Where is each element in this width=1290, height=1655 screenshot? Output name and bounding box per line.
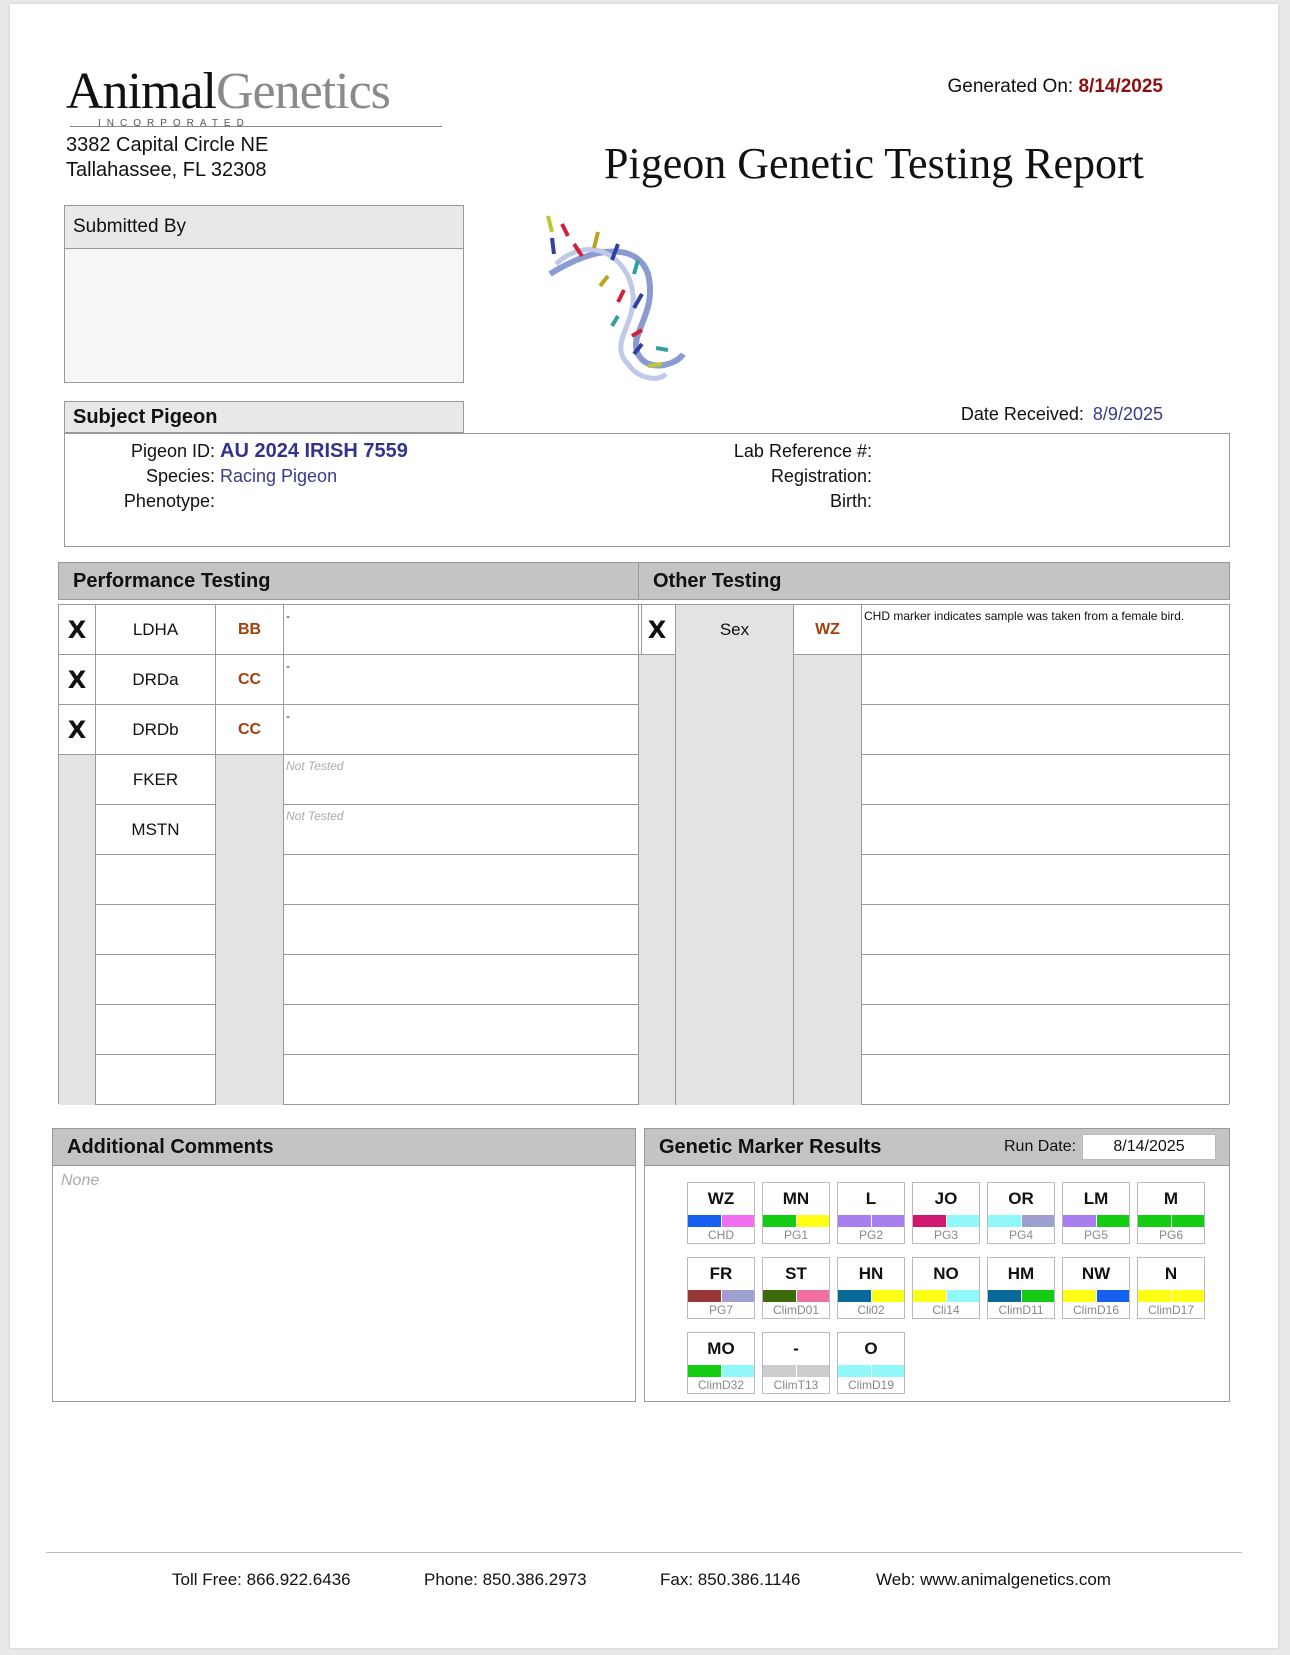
test-note bbox=[284, 1005, 641, 1055]
test-result bbox=[216, 905, 284, 955]
test-result bbox=[794, 655, 862, 705]
table-row bbox=[59, 655, 641, 705]
marker-color-bar bbox=[988, 1290, 1054, 1302]
marker-climd16 bbox=[1062, 1257, 1130, 1319]
marker-code: - bbox=[793, 1339, 799, 1358]
footer-web[interactable]: Web: www.animalgenetics.com bbox=[876, 1570, 1111, 1589]
test-name bbox=[96, 1055, 216, 1105]
allele-2-swatch bbox=[796, 1290, 830, 1302]
marker-code: MO bbox=[707, 1339, 735, 1358]
test-note bbox=[284, 1055, 641, 1105]
test-result bbox=[216, 1055, 284, 1105]
date-received-value: 8/9/2025 bbox=[1092, 404, 1163, 424]
test-result bbox=[216, 755, 284, 805]
marker-label: ClimD16 bbox=[1072, 1303, 1119, 1317]
table-row bbox=[639, 605, 1229, 655]
report-title: Pigeon Genetic Testing Report bbox=[604, 139, 1144, 188]
run-date-value: 8/14/2025 bbox=[1082, 1134, 1216, 1160]
marker-pg1 bbox=[762, 1182, 830, 1244]
test-note bbox=[284, 955, 641, 1005]
marker-code: L bbox=[865, 1189, 877, 1208]
test-name bbox=[676, 755, 794, 805]
marker-pg2 bbox=[837, 1182, 905, 1244]
test-note bbox=[862, 905, 1229, 955]
allele-2-swatch bbox=[721, 1290, 755, 1302]
test-result bbox=[794, 905, 862, 955]
marker-label: PG5 bbox=[1083, 1228, 1108, 1242]
table-row bbox=[59, 605, 641, 655]
test-result: WZ bbox=[794, 605, 862, 655]
test-note: - bbox=[286, 609, 290, 623]
tested-mark: X bbox=[59, 705, 96, 755]
marker-code: LM bbox=[1083, 1189, 1109, 1208]
marker-color-bar bbox=[688, 1365, 754, 1377]
marker-code: HM bbox=[1007, 1264, 1035, 1283]
marker-code: WZ bbox=[707, 1189, 735, 1208]
marker-cli02 bbox=[837, 1257, 905, 1319]
marker-cli14 bbox=[912, 1257, 980, 1319]
test-name bbox=[96, 855, 216, 905]
marker-color-bar bbox=[688, 1290, 754, 1302]
table-row bbox=[59, 855, 641, 905]
test-name bbox=[96, 955, 216, 1005]
table-row bbox=[59, 705, 641, 755]
marker-code: OR bbox=[1008, 1189, 1034, 1208]
test-note: Not Tested bbox=[286, 809, 344, 823]
tested-mark bbox=[59, 805, 96, 855]
marker-climd19 bbox=[837, 1332, 905, 1394]
marker-label: ClimD01 bbox=[772, 1303, 819, 1317]
test-result bbox=[794, 705, 862, 755]
tested-mark bbox=[639, 1055, 676, 1105]
comments-text: None bbox=[61, 1172, 100, 1189]
test-name bbox=[676, 655, 794, 705]
tested-mark bbox=[639, 855, 676, 905]
tested-mark bbox=[59, 755, 96, 805]
submitted-by-body bbox=[64, 249, 464, 383]
test-note bbox=[862, 855, 1229, 905]
allele-1-swatch bbox=[1063, 1215, 1096, 1227]
tested-mark bbox=[59, 855, 96, 905]
test-result bbox=[794, 855, 862, 905]
allele-2-swatch bbox=[796, 1365, 830, 1377]
allele-2-swatch bbox=[1096, 1215, 1130, 1227]
test-note: CHD marker indicates sample was taken from a female bird. bbox=[864, 609, 1185, 623]
allele-1-swatch bbox=[838, 1215, 871, 1227]
allele-1-swatch bbox=[763, 1290, 796, 1302]
marker-pg6 bbox=[1137, 1182, 1205, 1244]
test-name: DRDa bbox=[96, 655, 216, 705]
table-row bbox=[639, 905, 1229, 955]
genetic-markers-header: Genetic Marker Results bbox=[644, 1128, 1230, 1166]
marker-label: ClimT13 bbox=[773, 1378, 819, 1392]
marker-pg3 bbox=[912, 1182, 980, 1244]
marker-label: PG7 bbox=[708, 1303, 733, 1317]
marker-code: N bbox=[1164, 1264, 1178, 1283]
marker-color-bar bbox=[688, 1215, 754, 1227]
allele-2-swatch bbox=[871, 1215, 905, 1227]
marker-pg5 bbox=[1062, 1182, 1130, 1244]
tested-mark bbox=[639, 955, 676, 1005]
marker-color-bar bbox=[763, 1290, 829, 1302]
species-value: Racing Pigeon bbox=[220, 466, 338, 486]
allele-1-swatch bbox=[688, 1215, 721, 1227]
test-result: CC bbox=[216, 705, 284, 755]
marker-climd11 bbox=[987, 1257, 1055, 1319]
test-note: - bbox=[286, 659, 290, 673]
marker-color-bar bbox=[763, 1365, 829, 1377]
test-name bbox=[96, 1005, 216, 1055]
marker-code: ST bbox=[785, 1264, 807, 1283]
marker-color-bar bbox=[1138, 1215, 1204, 1227]
test-name: FKER bbox=[96, 755, 216, 805]
tested-mark bbox=[639, 755, 676, 805]
test-note: Not Tested bbox=[286, 759, 344, 773]
table-row bbox=[59, 955, 641, 1005]
dna-helix-icon bbox=[538, 204, 698, 394]
marker-climt13 bbox=[762, 1332, 830, 1394]
marker-code: NO bbox=[933, 1264, 959, 1283]
footer-divider bbox=[46, 1552, 1242, 1553]
test-name bbox=[676, 1055, 794, 1105]
test-result bbox=[216, 1005, 284, 1055]
test-name bbox=[676, 1005, 794, 1055]
tested-mark bbox=[639, 805, 676, 855]
table-row bbox=[639, 755, 1229, 805]
test-result bbox=[216, 805, 284, 855]
marker-label: ClimD11 bbox=[998, 1303, 1044, 1317]
pigeon-id-value: AU 2024 IRISH 7559 bbox=[220, 440, 408, 462]
additional-comments-header: Additional Comments bbox=[52, 1128, 636, 1166]
marker-color-bar bbox=[913, 1290, 979, 1302]
table-row bbox=[639, 855, 1229, 905]
lab-reference-label: Lab Reference #: bbox=[733, 441, 872, 461]
performance-testing-header: Performance Testing bbox=[58, 562, 642, 600]
table-row bbox=[59, 1005, 641, 1055]
pigeon-id-label: Pigeon ID: bbox=[130, 441, 215, 461]
marker-pg4 bbox=[987, 1182, 1055, 1244]
test-name bbox=[676, 955, 794, 1005]
table-row bbox=[639, 955, 1229, 1005]
tested-mark bbox=[59, 1055, 96, 1105]
allele-1-swatch bbox=[838, 1290, 871, 1302]
tested-mark bbox=[639, 905, 676, 955]
test-note bbox=[862, 655, 1229, 705]
marker-pg7 bbox=[687, 1257, 755, 1319]
test-name bbox=[96, 905, 216, 955]
marker-label: ClimD19 bbox=[847, 1378, 894, 1392]
birth-label: Birth: bbox=[829, 491, 872, 511]
marker-code: HN bbox=[858, 1264, 884, 1283]
test-note bbox=[284, 855, 641, 905]
allele-1-swatch bbox=[688, 1365, 721, 1377]
test-result: CC bbox=[216, 655, 284, 705]
allele-1-swatch bbox=[913, 1215, 946, 1227]
tested-mark bbox=[59, 905, 96, 955]
test-result bbox=[794, 1055, 862, 1105]
test-name bbox=[676, 705, 794, 755]
table-row bbox=[639, 705, 1229, 755]
test-result bbox=[216, 855, 284, 905]
run-date-label: Run Date: bbox=[1004, 1138, 1077, 1155]
test-name bbox=[676, 855, 794, 905]
allele-2-swatch bbox=[1021, 1290, 1055, 1302]
test-result bbox=[794, 755, 862, 805]
test-note bbox=[284, 905, 641, 955]
marker-label: CHD bbox=[708, 1228, 734, 1242]
marker-color-bar bbox=[1063, 1215, 1129, 1227]
test-note: - bbox=[286, 709, 290, 723]
test-name: DRDb bbox=[96, 705, 216, 755]
table-row bbox=[59, 905, 641, 955]
logo-subtitle: INCORPORATED bbox=[98, 118, 250, 129]
marker-code: JO bbox=[934, 1189, 958, 1208]
marker-color-bar bbox=[763, 1215, 829, 1227]
tested-mark bbox=[59, 1005, 96, 1055]
species-label: Species: bbox=[145, 466, 215, 486]
allele-2-swatch bbox=[721, 1365, 755, 1377]
table-row bbox=[639, 1005, 1229, 1055]
allele-1-swatch bbox=[988, 1290, 1021, 1302]
allele-2-swatch bbox=[796, 1215, 830, 1227]
test-name bbox=[676, 805, 794, 855]
generated-date: 8/14/2025 bbox=[1078, 76, 1163, 97]
test-result bbox=[794, 805, 862, 855]
test-name: Sex bbox=[676, 605, 794, 655]
other-testing-header: Other Testing bbox=[638, 562, 1230, 600]
marker-color-bar bbox=[838, 1290, 904, 1302]
marker-label: PG3 bbox=[933, 1228, 958, 1242]
marker-label: PG6 bbox=[1158, 1228, 1183, 1242]
date-received: Date Received: 8/9/2025 bbox=[960, 404, 1163, 424]
report-page bbox=[10, 4, 1278, 1648]
marker-color-bar bbox=[913, 1215, 979, 1227]
tested-mark bbox=[639, 1005, 676, 1055]
marker-code: MN bbox=[782, 1189, 810, 1208]
marker-color-bar bbox=[1138, 1290, 1204, 1302]
allele-1-swatch bbox=[838, 1365, 871, 1377]
marker-label: ClimD32 bbox=[697, 1378, 744, 1392]
allele-2-swatch bbox=[946, 1290, 980, 1302]
allele-2-swatch bbox=[1021, 1215, 1055, 1227]
registration-label: Registration: bbox=[770, 466, 872, 486]
generated-on: Generated On: 8/14/2025 bbox=[947, 76, 1163, 97]
marker-chd bbox=[687, 1182, 755, 1244]
address-line-2: Tallahassee, FL 32308 bbox=[66, 159, 267, 181]
table-row bbox=[59, 755, 641, 805]
tested-mark: X bbox=[59, 655, 96, 705]
allele-2-swatch bbox=[721, 1215, 755, 1227]
allele-1-swatch bbox=[913, 1290, 946, 1302]
tested-mark bbox=[59, 955, 96, 1005]
marker-code: O bbox=[864, 1339, 878, 1358]
test-result: BB bbox=[216, 605, 284, 655]
additional-comments-box bbox=[52, 1166, 636, 1402]
marker-color-bar bbox=[838, 1365, 904, 1377]
test-result bbox=[216, 955, 284, 1005]
table-row bbox=[639, 805, 1229, 855]
allele-1-swatch bbox=[1138, 1215, 1171, 1227]
marker-label: ClimD17 bbox=[1147, 1303, 1194, 1317]
footer-toll-free: Toll Free: 866.922.6436 bbox=[172, 1570, 351, 1589]
marker-label: Cli02 bbox=[857, 1303, 885, 1317]
test-note bbox=[862, 1055, 1229, 1105]
company-logo: AnimalGenetics bbox=[66, 63, 390, 120]
allele-2-swatch bbox=[1171, 1290, 1205, 1302]
performance-testing-table bbox=[58, 604, 642, 1104]
test-note bbox=[862, 755, 1229, 805]
test-result bbox=[794, 955, 862, 1005]
test-note bbox=[862, 805, 1229, 855]
table-row bbox=[639, 1055, 1229, 1105]
phenotype-label: Phenotype: bbox=[123, 491, 215, 511]
allele-1-swatch bbox=[763, 1215, 796, 1227]
allele-1-swatch bbox=[1138, 1290, 1171, 1302]
genetic-markers-box bbox=[644, 1166, 1230, 1402]
allele-2-swatch bbox=[871, 1290, 905, 1302]
marker-color-bar bbox=[1063, 1290, 1129, 1302]
tested-mark: X bbox=[59, 605, 96, 655]
marker-climd01 bbox=[762, 1257, 830, 1319]
allele-2-swatch bbox=[946, 1215, 980, 1227]
test-note bbox=[862, 1005, 1229, 1055]
table-row bbox=[639, 655, 1229, 705]
marker-code: M bbox=[1163, 1189, 1179, 1208]
allele-1-swatch bbox=[988, 1215, 1021, 1227]
table-row bbox=[59, 805, 641, 855]
test-note bbox=[862, 955, 1229, 1005]
allele-1-swatch bbox=[763, 1365, 796, 1377]
test-name: LDHA bbox=[96, 605, 216, 655]
allele-1-swatch bbox=[688, 1290, 721, 1302]
marker-label: PG2 bbox=[858, 1228, 883, 1242]
marker-code: FR bbox=[709, 1264, 733, 1283]
allele-2-swatch bbox=[1171, 1215, 1205, 1227]
marker-label: PG4 bbox=[1008, 1228, 1033, 1242]
marker-label: Cli14 bbox=[932, 1303, 960, 1317]
other-testing-table bbox=[638, 604, 1230, 1104]
tested-mark: X bbox=[639, 605, 676, 655]
allele-1-swatch bbox=[1063, 1290, 1096, 1302]
tested-mark bbox=[639, 705, 676, 755]
test-result bbox=[794, 1005, 862, 1055]
marker-label: PG1 bbox=[783, 1228, 808, 1242]
table-row bbox=[59, 1055, 641, 1105]
submitted-by-header: Submitted By bbox=[64, 205, 464, 249]
subject-pigeon-header: Subject Pigeon bbox=[64, 401, 464, 433]
allele-2-swatch bbox=[871, 1365, 905, 1377]
address-line-1: 3382 Capital Circle NE bbox=[66, 134, 269, 156]
footer-fax: Fax: 850.386.1146 bbox=[660, 1570, 801, 1589]
marker-color-bar bbox=[838, 1215, 904, 1227]
allele-2-swatch bbox=[1096, 1290, 1130, 1302]
test-name: MSTN bbox=[96, 805, 216, 855]
marker-climd32 bbox=[687, 1332, 755, 1394]
footer-phone: Phone: 850.386.2973 bbox=[424, 1570, 587, 1589]
marker-code: NW bbox=[1081, 1264, 1111, 1283]
tested-mark bbox=[639, 655, 676, 705]
marker-climd17 bbox=[1137, 1257, 1205, 1319]
marker-color-bar bbox=[988, 1215, 1054, 1227]
test-note bbox=[862, 705, 1229, 755]
test-name bbox=[676, 905, 794, 955]
